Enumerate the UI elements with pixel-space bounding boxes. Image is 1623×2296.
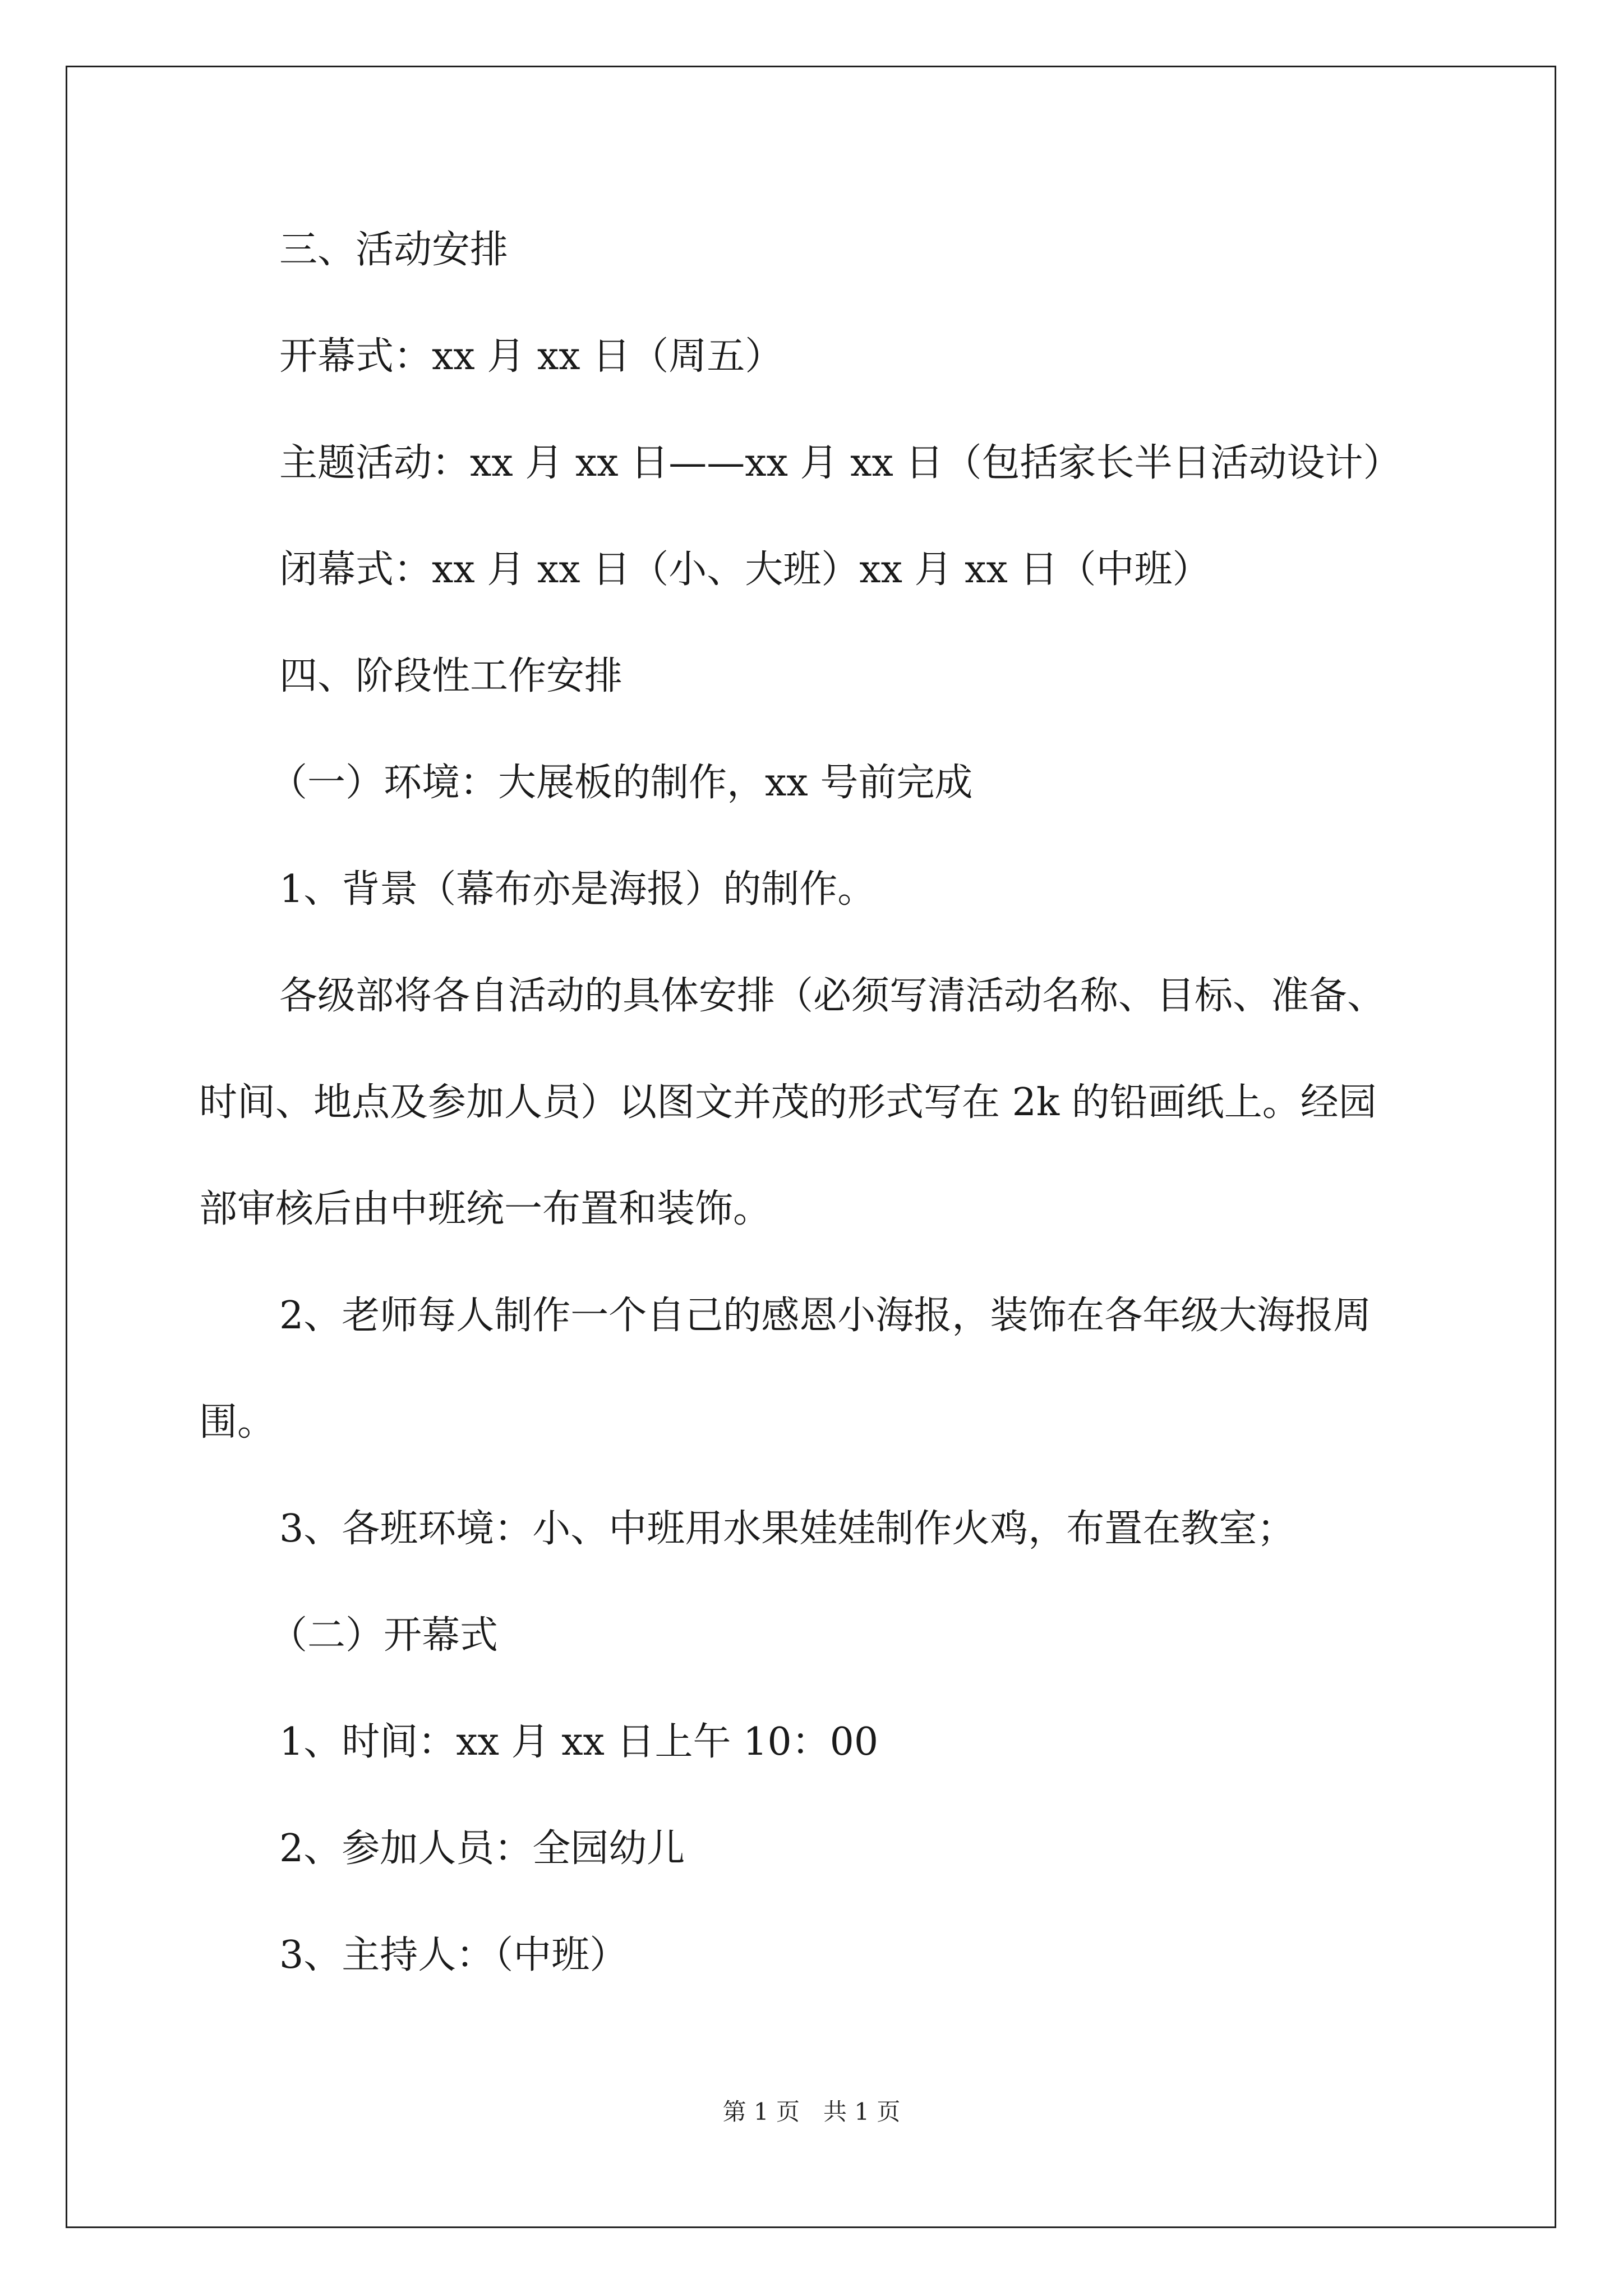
line-closing: 闭幕式：xx 月 xx 日（小、大班）xx 月 xx 日（中班） — [279, 547, 1211, 592]
line-host: 3、主持人：（中班） — [279, 1933, 628, 1977]
heading-stage-work: 四、阶段性工作安排 — [279, 654, 623, 698]
heading-activity-schedule: 三、活动安排 — [279, 228, 509, 272]
heading-opening-ceremony: （二）开幕式 — [269, 1613, 499, 1658]
line-environment: （一）环境：大展板的制作，xx 号前完成 — [269, 761, 973, 805]
line-time: 1、时间：xx 月 xx 日上午 10：00 — [279, 1720, 879, 1764]
line-participants: 2、参加人员：全园幼儿 — [279, 1826, 685, 1871]
paragraph-line: 时间、地点及参加人员）以图文并茂的形式写在 2k 的铅画纸上。经园 — [199, 1080, 1377, 1125]
paragraph-line: 部审核后由中班统一布置和装饰。 — [199, 1187, 772, 1231]
line-background: 1、背景（幕布亦是海报）的制作。 — [279, 867, 876, 912]
line-theme-activity: 主题活动：xx 月 xx 日——xx 月 xx 日（包括家长半日活动设计） — [279, 441, 1401, 485]
line-opening: 开幕式：xx 月 xx 日（周五） — [279, 334, 783, 379]
paragraph-line: 2、老师每人制作一个自己的感恩小海报，装饰在各年级大海报周 — [279, 1294, 1372, 1338]
line-class-environment: 3、各班环境：小、中班用水果娃娃制作火鸡，布置在教室； — [279, 1507, 1295, 1551]
paragraph-line: 围。 — [199, 1400, 276, 1444]
page-footer: 第 1 页 共 1 页 — [722, 2098, 901, 2125]
paragraph-line: 各级部将各自活动的具体安排（必须写清活动名称、目标、准备、 — [279, 974, 1386, 1018]
